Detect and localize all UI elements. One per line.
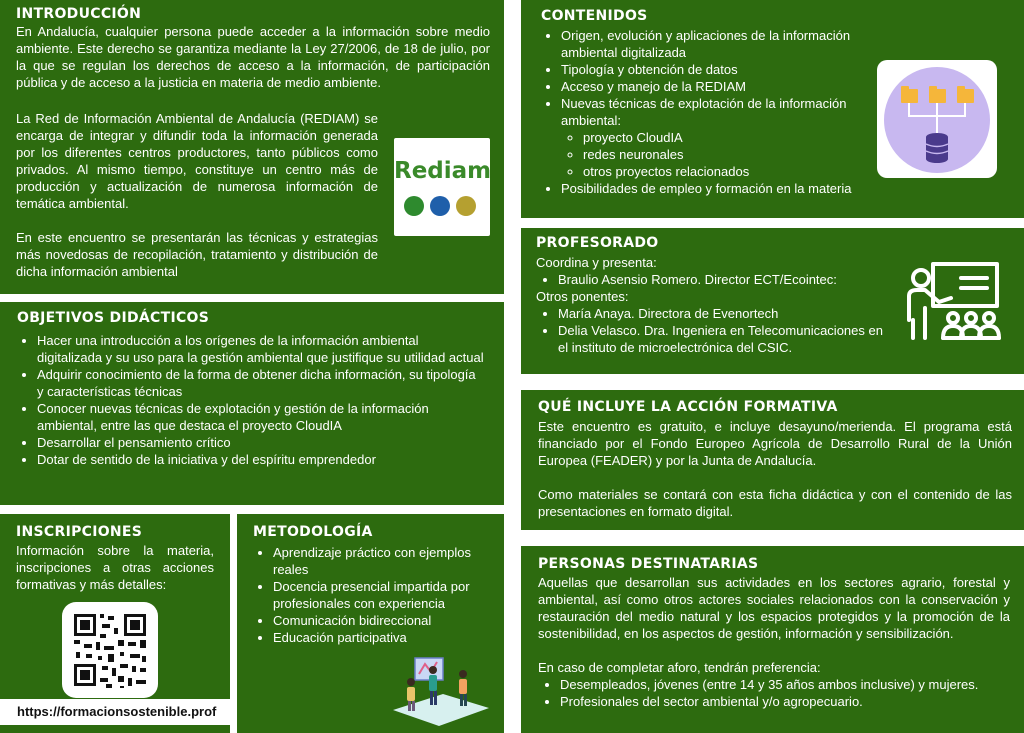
contenidos-list	[541, 27, 881, 129]
ponente: • María Anaya. Directora de Evenortech	[558, 305, 888, 322]
intro-title: INTRODUCCIÓN	[16, 6, 142, 22]
destinatarias-item: • Profesionales del sector ambiental y/o agropecuario.	[560, 693, 1010, 710]
intro-paragraph-3: En este encuentro se presentarán las técnicas y estrategias más novedosas de recopilación, tratamiento y distribución de dicha información ambiental	[16, 230, 378, 279]
blue-dot	[430, 196, 450, 216]
objetivo-item: • Desarrollar el pensamiento crítico	[37, 434, 485, 451]
database-icon	[877, 60, 997, 178]
destinatarias-title: PERSONAS DESTINATARIAS	[538, 556, 759, 572]
ponentes-list	[536, 305, 888, 356]
coordina-label: Coordina y presenta:	[536, 255, 657, 270]
incluye-paragraph-2: Como materiales se contará con esta ficha didáctica y con el contenido de las presentaciones en formato digital.	[538, 487, 1012, 519]
metodologia-item: • Educación participativa	[273, 629, 491, 646]
yellow-dot	[456, 196, 476, 216]
metodologia-panel	[237, 514, 504, 733]
otros-label: Otros ponentes:	[536, 289, 629, 304]
destinatarias-paragraph-2: En caso de completar aforo, tendrán preferencia:	[538, 660, 821, 675]
incluye-paragraph-1: Este encuentro es gratuito, e incluye desayuno/merienda. El programa está financiado por el Fondo Europeo Agrícola de Desarrollo Rural de la Unión Europea (FEADER) y por la Junta de Andalucía.	[538, 419, 1012, 468]
qr-code-icon	[62, 602, 158, 698]
inscripciones-text: Información sobre la materia, inscripciones a otras acciones formativas y más detalles:	[16, 543, 214, 592]
participative-learning-illustration	[383, 648, 493, 728]
intro-panel	[0, 0, 504, 294]
objetivos-panel	[0, 302, 504, 505]
contenidos-panel	[521, 0, 1024, 218]
destinatarias-paragraph-1: Aquellas que desarrollan sus actividades en los sectores agrario, forestal y ambiental, así como otros actores sociales relacionados con la conservación y restauración del medio natural y los espacios protegidos y la promoción de la sostenibilidad, en los aspectos de gestión, información y sensibilización.	[538, 575, 1010, 641]
contenidos-item: • Posibilidades de empleo y formación en la materia	[561, 180, 1010, 197]
metodologia-title: METODOLOGÍA	[253, 524, 373, 540]
intro-paragraph-1: En Andalucía, cualquier persona puede acceder a la información sobre medio ambiente. Este derecho se garantiza mediante la Ley 27/2006, de 18 de julio, por la que se regulan los derechos de acceso a la información, de participación pública y de acceso a la justicia en materia de medio ambiente.	[16, 24, 490, 90]
green-dot	[404, 196, 424, 216]
inscripciones-title: INSCRIPCIONES	[16, 524, 143, 540]
inscripciones-link[interactable]: https://formacionsostenible.prof	[17, 704, 217, 719]
rediam-logo-text: Rediam	[394, 158, 492, 184]
qr-code[interactable]	[62, 602, 158, 698]
incluye-panel	[521, 390, 1024, 530]
metodologia-item: • Aprendizaje práctico con ejemplos reales	[273, 544, 491, 578]
ponente: • Delia Velasco. Dra. Ingeniera en Telecomunicaciones en el instituto de microelectrónica del CSIC.	[558, 322, 888, 356]
objetivo-item: • Adquirir conocimiento de la forma de obtener dicha información, su tipología y características técnicas	[37, 366, 485, 400]
destinatarias-item: • Desempleados, jóvenes (entre 14 y 35 años ambos inclusive) y mujeres.	[560, 676, 1010, 693]
objetivos-list	[17, 332, 485, 468]
rediam-logo-dots	[394, 192, 490, 222]
teacher-presentation-icon	[899, 258, 1003, 346]
objetivo-item: • Hacer una introducción a los orígenes de la información ambiental digitalizada y su uso para la gestión ambiental que justifique su utilidad actual	[37, 332, 485, 366]
contenidos-item: • Origen, evolución y aplicaciones de la información ambiental digitalizada	[561, 27, 881, 61]
contenidos-subitem: ◦ proyecto CloudIA	[583, 129, 1010, 146]
intro-paragraph-2: La Red de Información Ambiental de Andalucía (REDIAM) se encarga de integrar y difundir toda la información generada por los diferentes centros productores, tanto públicos como privados. Al mismo tiempo, constituye un centro más de producción y actualización de numerosa información de temática ambiental.	[16, 111, 378, 211]
destinatarias-list	[538, 676, 1010, 710]
coordinador: • Braulio Asensio Romero. Director ECT/Ecointec:	[558, 271, 1010, 288]
contenidos-subitem: ◦ redes neuronales	[583, 146, 1010, 163]
contenidos-item: • Acceso y manejo de la REDIAM	[561, 78, 881, 95]
contenidos-subitem: ◦ otros proyectos relacionados	[583, 163, 1010, 180]
contenidos-item: • Nuevas técnicas de explotación de la información ambiental:	[561, 95, 881, 129]
contenidos-item: • Tipología y obtención de datos	[561, 61, 881, 78]
rediam-logo	[394, 138, 490, 236]
objetivo-item: • Conocer nuevas técnicas de explotación y gestión de la información ambiental, entre las que destaca el proyecto CloudIA	[37, 400, 485, 434]
contenidos-title: CONTENIDOS	[541, 8, 648, 24]
incluye-title: QUÉ INCLUYE LA ACCIÓN FORMATIVA	[538, 399, 838, 415]
contenidos-list-end	[541, 180, 1010, 197]
data-illustration	[877, 60, 997, 178]
metodologia-item: • Docencia presencial impartida por profesionales con experiencia	[273, 578, 491, 612]
objetivos-title: OBJETIVOS DIDÁCTICOS	[17, 310, 210, 326]
metodologia-list	[253, 544, 491, 646]
inscripciones-link-bar	[0, 699, 230, 725]
profesorado-title: PROFESORADO	[536, 235, 659, 251]
objetivo-item: • Dotar de sentido de la iniciativa y del espíritu emprendedor	[37, 451, 485, 468]
metodologia-item: • Comunicación bidireccional	[273, 612, 491, 629]
profesorado-panel	[521, 228, 1024, 374]
destinatarias-panel	[521, 546, 1024, 733]
